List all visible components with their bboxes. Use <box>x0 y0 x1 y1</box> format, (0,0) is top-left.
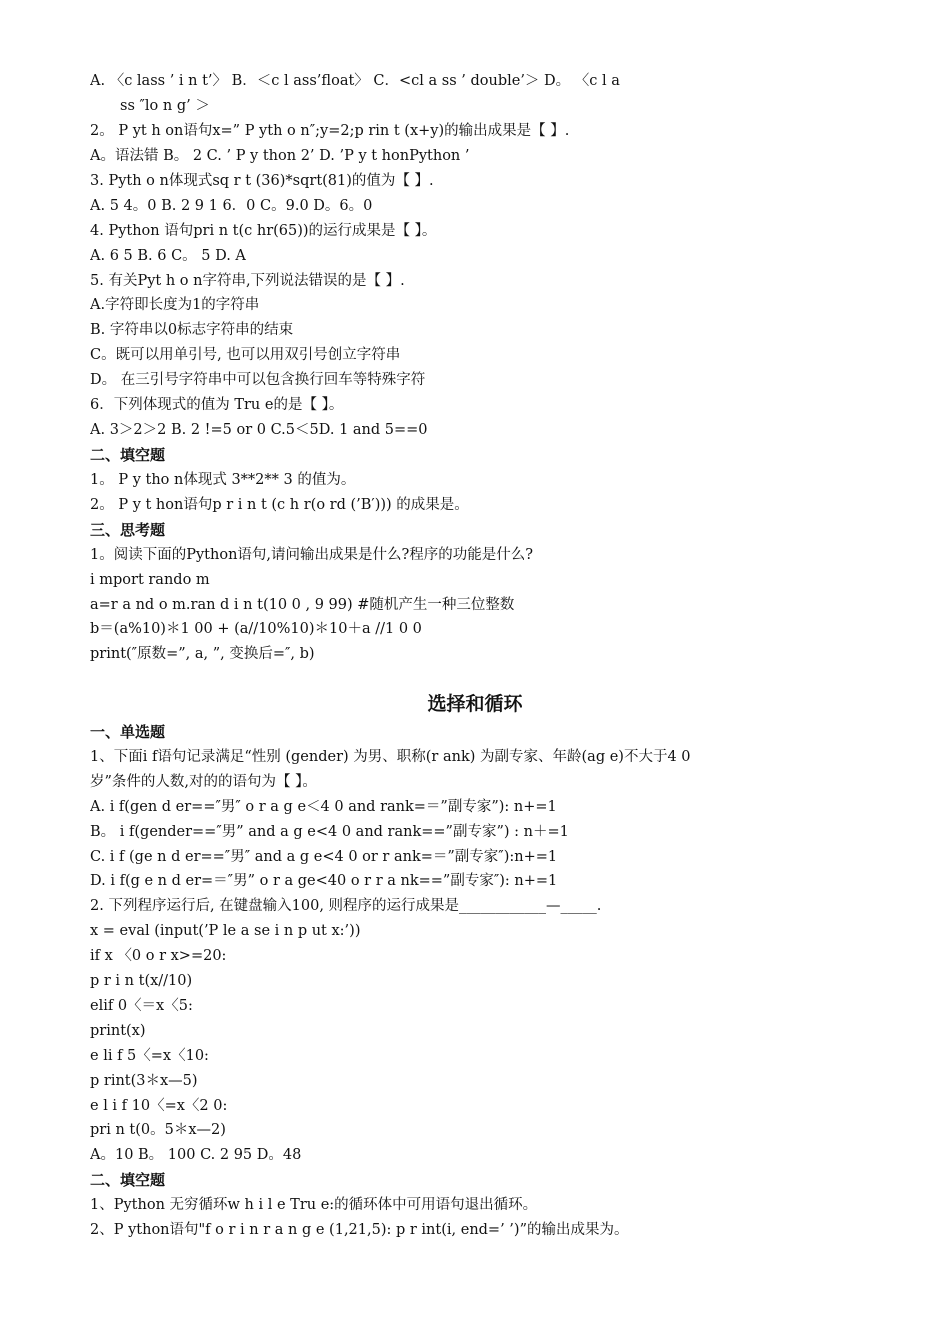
q6-options: A. 3＞2＞2 B. 2 !=5 or 0 C.5＜5D. 1 and 5==0 <box>90 422 428 438</box>
loop-q2-options: A。10 B。 100 C. 2 95 D。48 <box>90 1147 302 1163</box>
loop-question-2: 2. 下列程序运行后, 在键盘输入100, 则程序的运行成果是____________—_____. <box>90 898 602 914</box>
fill-question-2: 2。 P y t hon语句p r i n t (c h r(o rd (’B′))) 的成果是。 <box>90 497 469 513</box>
loop-question-1: 1、下面i f语句记录满足“性别 (gender) 为男、职称(r ank) 为副专家、年龄(ag e)不大于4 0 <box>90 749 691 765</box>
question-2: 2。 P yt h on语句x=” P yth o n″;y=2;p rin t (x+y)的输出成果是【 】. <box>90 123 570 139</box>
loop-q1-option-b: B。 i f(gender==″男” and a g e<4 0 and rank==”副专家”) : n＋=1 <box>90 824 569 840</box>
loop-q1-option-a: A. i f(gen d er==″男″ o r a g e＜4 0 and rank=＝”副专家”): n+=1 <box>90 799 557 815</box>
fill-question-1: 1。 P y tho n体现式 3**2** 3 的值为。 <box>90 472 356 488</box>
q5-option-a: A.字符即长度为1的字符串 <box>90 297 260 313</box>
question-3: 3. Pyth o n体现式sq r t (36)*sqrt(81)的值为【 】. <box>90 173 434 189</box>
q5-option-d: D。 在三引号字符串中可以包含换行回车等特殊字符 <box>90 372 426 388</box>
code-line-import: i mport rando m <box>90 572 210 588</box>
thinking-question-1: 1。阅读下面的Python语句,请问输出成果是什么?程序的功能是什么? <box>90 547 534 563</box>
question-4: 4. Python 语句pri n t(c hr(65))的运行成果是【 】。 <box>90 223 437 239</box>
q3-options: A. 5 4。0 B. 2 9 1 6．0 C。9.0 D。6。0 <box>90 198 373 214</box>
code-line-elif-3: e l i f 10〈=x〈2 0: <box>90 1098 228 1114</box>
question-5: 5. 有关Pyt h o n字符串,下列说法错误的是【 】. <box>90 273 405 289</box>
code-line-print-1: p r i n t(x//10) <box>90 973 193 989</box>
code-line-input: x = eval (input(’P le a se i n p ut x:’)) <box>90 923 361 939</box>
question-6: 6．下列体现式的值为 Tru e的是【 】。 <box>90 397 344 413</box>
code-line-print: print(″原数=”, a, ”, 变换后=″, b) <box>90 646 315 662</box>
loop-question-1-cont: 岁”条件的人数,对的的语句为【 】。 <box>90 774 317 790</box>
loop-fill-question-1: 1、Python 无穷循环w h i l e Tru e:的循环体中可用语句退出循环。 <box>90 1197 538 1213</box>
section-thinking: 三、思考题 <box>90 521 166 539</box>
q2-options: A。语法错 B。 2 C. ’ P y thon 2’ D. ’P y t honPython ’ <box>90 148 470 164</box>
loop-q1-option-d: D. i f(g e n d er=＝″男” o r a ge<40 o r r a nk==”副专家″): n+=1 <box>90 873 558 889</box>
code-line-a: a=r a nd o m.ran d i n t(10 0 , 9 99) #随机产生一种三位整数 <box>90 597 515 613</box>
section-single-choice: 一、单选题 <box>90 723 166 741</box>
q4-options: A. 6 5 B. 6 C。 5 D. A <box>90 248 246 264</box>
code-line-elif-1: elif 0〈＝x〈5: <box>90 998 193 1014</box>
code-line-print-2: print(x) <box>90 1023 146 1039</box>
code-line-print-3: p rint(3＊x—5) <box>90 1073 198 1089</box>
section-title: 选择和循环 <box>427 693 523 715</box>
section-fill-blank-1: 二、填空题 <box>90 446 166 464</box>
loop-fill-question-2: 2、P ython语句"f o r i n r a n g e (1,21,5): p r int(i, end=’ ’)”的输出成果为。 <box>90 1222 629 1238</box>
code-line-print-4: pri n t(0。5＊x—2) <box>90 1122 226 1138</box>
code-line-b: b＝(a%10)＊1 00 + (a//10%10)＊10＋a //1 0 0 <box>90 621 422 637</box>
loop-q1-option-c: C. i f (ge n d er==″男″ and a g e<4 0 or r ank=＝”副专家″):n+=1 <box>90 849 558 865</box>
code-line-elif-2: e li f 5〈=x〈10: <box>90 1048 209 1064</box>
q1-options-line1: A. 〈c lass ’ i n t’〉 B．＜c l ass’float〉 C．<cl a ss ’ double’＞ D。 〈c l a <box>90 73 620 89</box>
section-fill-blank-2: 二、填空题 <box>90 1171 166 1189</box>
q5-option-b: B. 字符串以0标志字符串的结束 <box>90 322 294 338</box>
q1-options-line2: ss ″lo n g’ ＞ <box>120 98 210 114</box>
code-line-if: if x 〈0 o r x>=20: <box>90 948 227 964</box>
q5-option-c: C。既可以用单引号, 也可以用双引号创立字符串 <box>90 347 401 363</box>
